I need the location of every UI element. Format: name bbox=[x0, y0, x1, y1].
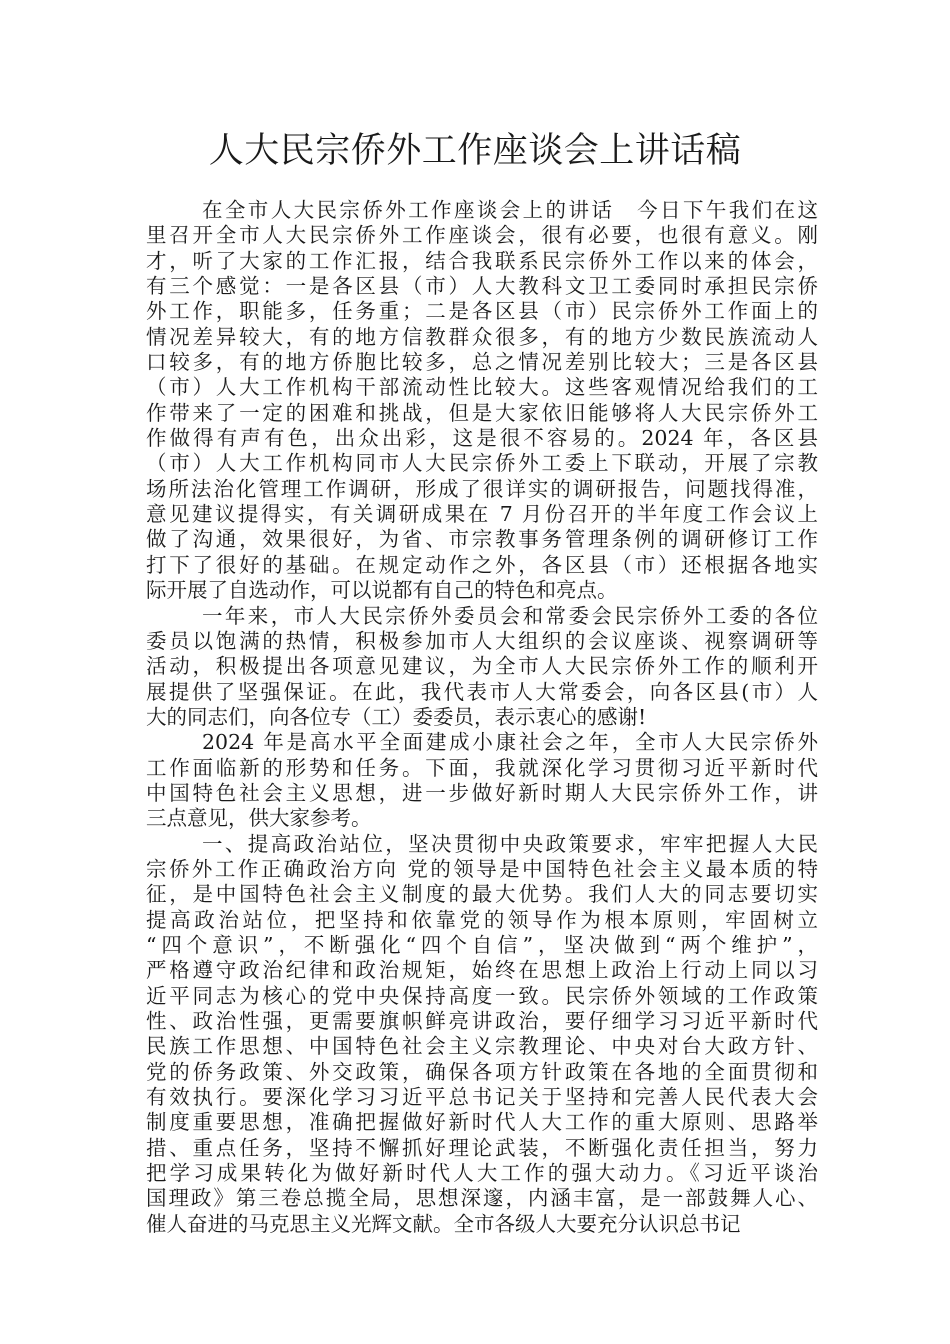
text-line: 三点意见，供大家参考。 bbox=[146, 806, 372, 831]
paragraph bbox=[146, 198, 818, 604]
text-line: 打下了很好的基础。在规定动作之外，各区县（市）还根据各地实 bbox=[146, 552, 818, 577]
paragraph bbox=[146, 832, 818, 1238]
text-line: 民族工作思想、中国特色社会主义宗教理论、中央对台大政方针、 bbox=[146, 1034, 818, 1059]
text-line: 在全市人大民宗侨外工作座谈会上的讲话 今日下午我们在这 bbox=[202, 198, 818, 222]
text-line: 委员以饱满的热情，积极参加市人大组织的会议座谈、视察调研等 bbox=[146, 628, 818, 653]
text-line: 情况差异较大，有的地方信教群众很多，有的地方少数民族流动人 bbox=[146, 324, 818, 349]
text-line: 作做得有声有色，出众出彩，这是很不容易的。2024 年，各区县 bbox=[146, 426, 818, 451]
text-line: 措、重点任务，坚持不懈抓好理论武装，不断强化责任担当，努力 bbox=[146, 1135, 818, 1160]
text-line: 活动，积极提出各项意见建议，为全市人大民宗侨外工作的顺利开 bbox=[146, 654, 818, 679]
text-line: 制度重要思想，准确把握做好新时代人大工作的重大原则、思路举 bbox=[146, 1110, 818, 1135]
paragraph bbox=[146, 604, 818, 731]
text-line: 场所法治化管理工作调研，形成了很详实的调研报告，问题找得准， bbox=[146, 476, 818, 501]
text-line: 征，是中国特色社会主义制度的最大优势。我们人大的同志要切实 bbox=[146, 882, 818, 907]
text-line: 意见建议提得实，有关调研成果在 7 月份召开的半年度工作会议上 bbox=[146, 502, 818, 527]
text-line: （市）人大工作机构干部流动性比较大。这些客观情况给我们的工 bbox=[146, 375, 818, 400]
text-line: 里召开全市人大民宗侨外工作座谈会，很有必要，也很有意义。刚 bbox=[146, 223, 818, 248]
document-body bbox=[146, 198, 818, 1237]
text-line: “四个意识”，不断强化“四个自信”，坚决做到“两个维护”， bbox=[146, 932, 818, 957]
text-line: 有效执行。要深化学习习近平总书记关于坚持和完善人民代表大会 bbox=[146, 1085, 818, 1110]
text-line: 2024 年是高水平全面建成小康社会之年，全市人大民宗侨外 bbox=[202, 730, 818, 755]
text-line: 外工作，职能多，任务重；二是各区县（市）民宗侨外工作面上的 bbox=[146, 299, 818, 324]
text-line: 际开展了自选动作，可以说都有自己的特色和亮点。 bbox=[146, 578, 618, 603]
text-line: 宗侨外工作正确政治方向 党的领导是中国特色社会主义最本质的特 bbox=[146, 856, 818, 881]
text-line: （市）人大工作机构同市人大民宗侨外工委上下联动，开展了宗教 bbox=[146, 451, 818, 476]
text-line: 一年来，市人大民宗侨外委员会和常委会民宗侨外工委的各位 bbox=[202, 603, 818, 628]
text-line: 做了沟通，效果很好，为省、市宗教事务管理条例的调研修订工作 bbox=[146, 527, 818, 552]
text-line: 展提供了坚强保证。在此，我代表市人大常委会，向各区县(市）人 bbox=[146, 679, 818, 704]
text-line: 催人奋进的马克思主义光辉文献。全市各级人大要充分认识总书记 bbox=[146, 1211, 741, 1236]
document-title: 人大民宗侨外工作座谈会上讲话稿 bbox=[208, 131, 742, 171]
text-line: 才，听了大家的工作汇报，结合我联系民宗侨外工作以来的体会， bbox=[146, 248, 818, 273]
text-line: 严格遵守政治纪律和政治规矩，始终在思想上政治上行动上同以习 bbox=[146, 958, 818, 983]
text-line: 党的侨务政策、外交政策，确保各项方针政策在各地的全面贯彻和 bbox=[146, 1059, 818, 1084]
text-line: 性、政治性强，更需要旗帜鲜亮讲政治，要仔细学习习近平新时代 bbox=[146, 1009, 818, 1033]
text-line: 工作面临新的形势和任务。下面，我就深化学习贯彻习近平新时代 bbox=[146, 755, 818, 780]
paragraph bbox=[146, 730, 818, 831]
text-line: 中国特色社会主义思想，进一步做好新时期人大民宗侨外工作，讲 bbox=[146, 780, 818, 805]
text-line: 把学习成果转化为做好新时代人大工作的强大动力。《习近平谈治 bbox=[146, 1161, 818, 1186]
text-line: 国理政》第三卷总揽全局，思想深邃，内涵丰富，是一部鼓舞人心、 bbox=[146, 1186, 818, 1211]
text-line: 大的同志们，向各位专（工）委委员，表示衷心的感谢! bbox=[146, 704, 647, 729]
text-line: 口较多，有的地方侨胞比较多，总之情况差别比较大；三是各区县 bbox=[146, 350, 818, 375]
text-line: 作带来了一定的困难和挑战，但是大家依旧能够将人大民宗侨外工 bbox=[146, 400, 818, 425]
text-line: 一、提高政治站位，坚决贯彻中央政策要求，牢牢把握人大民 bbox=[202, 831, 818, 856]
text-line: 提高政治站位，把坚持和依靠党的领导作为根本原则，牢固树立 bbox=[146, 907, 818, 932]
text-line: 近平同志为核心的党中央保持高度一致。民宗侨外领域的工作政策 bbox=[146, 983, 818, 1008]
text-line: 有三个感觉：一是各区县（市）人大教科文卫工委同时承担民宗侨 bbox=[146, 274, 818, 299]
